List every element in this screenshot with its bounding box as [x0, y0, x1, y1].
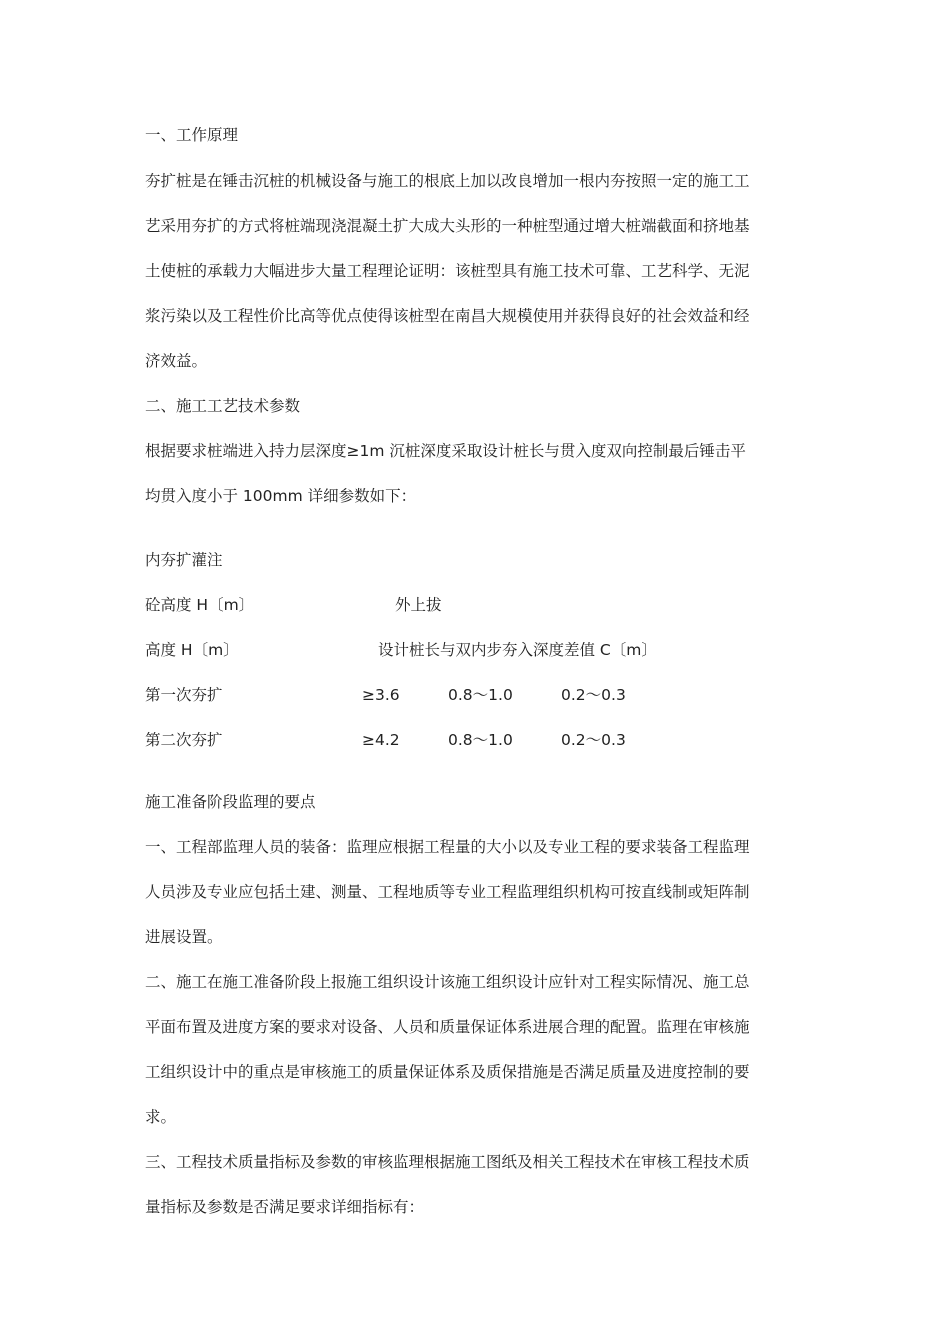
table-title: 内夯扩灌注	[145, 551, 223, 569]
paragraph-line: 进展设置。	[145, 928, 223, 946]
row-range1: 0.8～1.0	[448, 731, 513, 749]
paragraph-line: 土使桩的承载力大幅进步大量工程理论证明：该桩型具有施工技术可靠、工艺科学、无泥	[145, 262, 750, 280]
row-range2: 0.2～0.3	[561, 731, 626, 749]
paragraph-line: 二、施工在施工准备阶段上报施工组织设计该施工组织设计应针对工程实际情况、施工总	[145, 973, 750, 991]
row-depth: ≥4.2	[362, 731, 400, 749]
table-header-label: 砼高度 H〔m〕	[145, 596, 255, 614]
row-range1: 0.8～1.0	[448, 686, 513, 704]
table-header-label: 高度 H〔m〕	[145, 641, 239, 659]
paragraph-line: 工组织设计中的重点是审核施工的质量保证体系及质保措施是否满足质量及进度控制的要	[145, 1063, 750, 1081]
table-header-label: 设计桩长与双内步夯入深度差值 C〔m〕	[378, 641, 657, 659]
section-heading-working-principle: 一、工作原理	[145, 126, 239, 144]
paragraph-line: 根据要求桩端进入持力层深度≥1m 沉桩深度采取设计桩长与贯入度双向控制最后锤击平	[145, 442, 746, 460]
table-header-label: 外上拔	[395, 596, 442, 614]
row-range2: 0.2～0.3	[561, 686, 626, 704]
section-heading-supervision-points: 施工准备阶段监理的要点	[145, 793, 316, 811]
paragraph-line: 均贯入度小于 100mm 详细参数如下：	[145, 487, 417, 505]
row-label: 第一次夯扩	[145, 686, 223, 704]
paragraph-line: 浆污染以及工程性价比高等优点使得该桩型在南昌大规模使用并获得良好的社会效益和经	[145, 307, 750, 325]
paragraph-line: 人员涉及专业应包括土建、测量、工程地质等专业工程监理组织机构可按直线制或矩阵制	[145, 883, 750, 901]
paragraph-line: 平面布置及进度方案的要求对设备、人员和质量保证体系进展合理的配置。监理在审核施	[145, 1018, 750, 1036]
paragraph-line: 济效益。	[145, 352, 208, 370]
row-depth: ≥3.6	[362, 686, 400, 704]
paragraph-line: 三、工程技术质量指标及参数的审核监理根据施工图纸及相关工程技术在审核工程技术质	[145, 1153, 750, 1171]
paragraph-line: 夯扩桩是在锤击沉桩的机械设备与施工的根底上加以改良增加一根内夯按照一定的施工工	[145, 172, 750, 190]
paragraph-line: 量指标及参数是否满足要求详细指标有：	[145, 1198, 425, 1216]
paragraph-line: 艺采用夯扩的方式将桩端现浇混凝土扩大成大头形的一种桩型通过增大桩端截面和挤地基	[145, 217, 750, 235]
section-heading-technical-parameters: 二、施工工艺技术参数	[145, 397, 301, 415]
paragraph-line: 求。	[145, 1108, 177, 1126]
paragraph-line: 一、工程部监理人员的装备：监理应根据工程量的大小以及专业工程的要求装备工程监理	[145, 838, 750, 856]
row-label: 第二次夯扩	[145, 731, 223, 749]
